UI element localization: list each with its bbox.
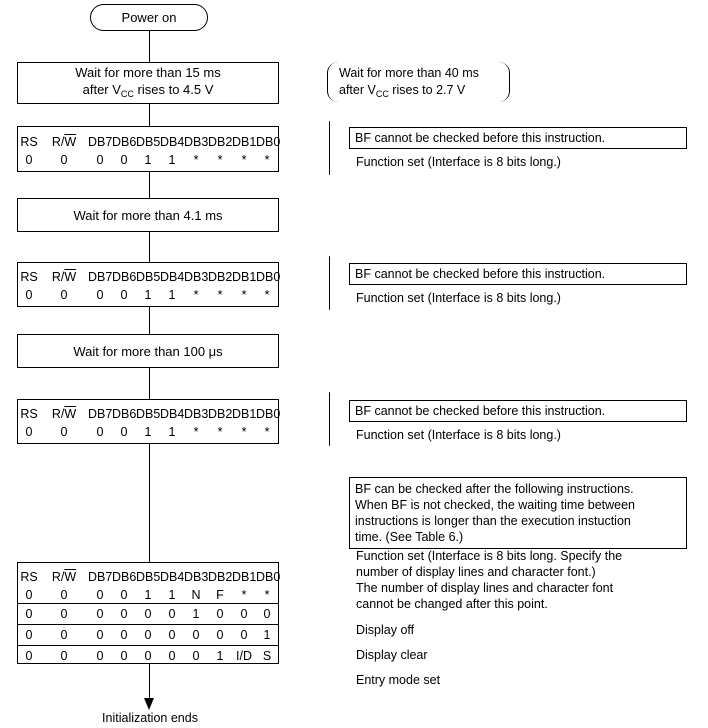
cell: S <box>256 646 278 667</box>
cell: 0 <box>184 625 208 646</box>
wait-100us-box <box>17 334 279 368</box>
cell: 1 <box>168 287 176 302</box>
header-db1: DB1 <box>232 407 257 421</box>
cell: F <box>216 587 224 602</box>
wait-4ms-box <box>17 198 279 232</box>
bracket <box>329 121 330 175</box>
header-rs: RS <box>20 570 38 584</box>
bf-note-1: BF cannot be checked before this instruction. <box>349 127 687 149</box>
cell: * <box>217 424 223 439</box>
wait-15ms-box <box>17 62 279 104</box>
cell: 1 <box>168 424 176 439</box>
header-db1: DB1 <box>232 135 257 149</box>
wait-15ms-line2: after $V_{CC}$ rises to 4.5 V <box>82 81 214 99</box>
header-db6: DB6 <box>112 570 137 584</box>
arrow-head <box>144 698 154 710</box>
cell: 0 <box>112 604 136 625</box>
cell: 1 <box>168 152 176 167</box>
header-rw: $R/\overline{W}$ <box>51 570 77 584</box>
cell: 0 <box>112 625 136 646</box>
table-row <box>18 586 278 604</box>
cell: 0 <box>136 604 160 625</box>
header-db3: DB3 <box>184 407 209 421</box>
cell: * <box>241 287 247 302</box>
cell: 0 <box>40 646 88 667</box>
wait-40ms-line1: Wait for more than 40 ms <box>339 66 479 80</box>
initialization-ends-label: Initialization ends <box>102 711 198 725</box>
header-rw: $R/\overline{W}$ <box>51 270 77 284</box>
cell: 0 <box>96 287 104 302</box>
wait-40ms-note <box>327 62 510 104</box>
table-row <box>18 604 278 625</box>
header-db3: DB3 <box>184 570 209 584</box>
cell: * <box>217 287 223 302</box>
header-db2: DB2 <box>208 270 233 284</box>
cell: 1 <box>184 604 208 625</box>
final-instruction-box <box>17 562 279 664</box>
header-db6: DB6 <box>112 135 137 149</box>
power-on-terminal <box>90 4 208 31</box>
cell: 0 <box>120 587 128 602</box>
cell: 0 <box>60 424 68 439</box>
register-table <box>18 568 281 667</box>
right-paren <box>499 62 510 102</box>
entry-mode-set-desc: Entry mode set <box>356 673 441 687</box>
cell: 0 <box>18 646 40 667</box>
cell: * <box>264 587 270 602</box>
cell: 1 <box>144 424 152 439</box>
header-db0: DB0 <box>256 570 281 584</box>
header-db0: DB0 <box>256 407 281 421</box>
cell: N <box>191 587 201 602</box>
flow-connector <box>149 232 150 262</box>
cell: 1 <box>144 152 152 167</box>
cell: 0 <box>208 625 232 646</box>
cell: * <box>241 587 247 602</box>
cell: * <box>264 287 270 302</box>
cell: 1 <box>144 587 152 602</box>
cell: 0 <box>96 587 104 602</box>
bf-check-note-line2: When BF is not checked, the waiting time between <box>355 498 636 512</box>
header-db7: DB7 <box>88 135 113 149</box>
header-db4: DB4 <box>160 570 185 584</box>
cell: 1 <box>168 587 176 602</box>
function-set-box-2 <box>17 262 279 307</box>
cell: * <box>264 424 270 439</box>
bf-check-note-line3: instructions is longer than the execution instuction <box>355 514 631 528</box>
header-rs: RS <box>20 270 38 284</box>
cell: 0 <box>18 625 40 646</box>
cell: 0 <box>25 424 33 439</box>
function-set-desc-2: Function set (Interface is 8 bits long.) <box>356 291 561 305</box>
cell: 1 <box>208 646 232 667</box>
cell: 0 <box>184 646 208 667</box>
flow-connector <box>149 172 150 198</box>
header-db1: DB1 <box>232 570 257 584</box>
cell: * <box>193 424 199 439</box>
power-on-label: Power on <box>121 10 177 25</box>
wait-100us-label: Wait for more than 100 μs <box>73 343 223 359</box>
cell: * <box>193 152 199 167</box>
header-rw: $R/\overline{W}$ <box>51 135 77 149</box>
cell: 0 <box>160 604 184 625</box>
flow-connector <box>149 31 150 62</box>
bf-check-note-line4: time. (See Table 6.) <box>355 530 464 544</box>
register-table <box>18 268 281 303</box>
cell: 0 <box>208 604 232 625</box>
header-db2: DB2 <box>208 570 233 584</box>
cell: 0 <box>60 287 68 302</box>
left-paren <box>327 62 338 102</box>
bf-check-note-line1: BF can be checked after the following instructions. <box>355 482 634 496</box>
cell: 0 <box>60 152 68 167</box>
cell: 0 <box>112 646 136 667</box>
cell: 0 <box>96 424 104 439</box>
display-off-desc: Display off <box>356 623 415 637</box>
header-db4: DB4 <box>160 407 185 421</box>
cell: * <box>264 152 270 167</box>
cell: 0 <box>88 625 112 646</box>
header-db1: DB1 <box>232 270 257 284</box>
cell: 0 <box>25 587 33 602</box>
header-db4: DB4 <box>160 270 185 284</box>
wait-4ms-label: Wait for more than 4.1 ms <box>73 207 223 223</box>
function-set-desc-1: Function set (Interface is 8 bits long.) <box>356 155 561 169</box>
header-db6: DB6 <box>112 407 137 421</box>
cell: 0 <box>40 604 88 625</box>
function-set-box-3 <box>17 399 279 444</box>
bf-note-3: BF cannot be checked before this instruction. <box>349 400 687 422</box>
cell: 0 <box>256 604 278 625</box>
cell: 1 <box>144 287 152 302</box>
flow-connector <box>149 104 150 126</box>
cell: * <box>241 424 247 439</box>
header-rs: RS <box>20 407 38 421</box>
cell: 0 <box>40 625 88 646</box>
flow-connector <box>149 368 150 399</box>
cell: 0 <box>160 625 184 646</box>
header-rs: RS <box>20 135 38 149</box>
header-db0: DB0 <box>256 135 281 149</box>
header-db5: DB5 <box>136 570 161 584</box>
cell: * <box>193 287 199 302</box>
header-rw: $R/\overline{W}$ <box>51 407 77 421</box>
cell: 0 <box>25 152 33 167</box>
register-table <box>18 133 281 168</box>
cell: 0 <box>60 587 68 602</box>
cell: 0 <box>136 625 160 646</box>
cell: 0 <box>96 152 104 167</box>
cell: 0 <box>232 625 256 646</box>
final-function-set-desc: Function set (Interface is 8 bits long. Specify the number of display lines and character font.) The number of display lines and character font cannot be changed after this point. <box>356 549 623 611</box>
header-db7: DB7 <box>88 270 113 284</box>
cell: * <box>217 152 223 167</box>
cell: 0 <box>120 424 128 439</box>
cell: 0 <box>88 646 112 667</box>
display-clear-desc: Display clear <box>356 648 428 662</box>
header-db7: DB7 <box>88 407 113 421</box>
header-db0: DB0 <box>256 270 281 284</box>
cell: 0 <box>25 287 33 302</box>
header-db4: DB4 <box>160 135 185 149</box>
header-db5: DB5 <box>136 407 161 421</box>
cell: 0 <box>18 604 40 625</box>
cell: 0 <box>232 604 256 625</box>
header-db7: DB7 <box>88 570 113 584</box>
header-db3: DB3 <box>184 135 209 149</box>
wait-40ms-line2: after $V_{CC}$ rises to 2.7 V <box>339 83 466 99</box>
bracket <box>329 392 330 446</box>
header-db5: DB5 <box>136 135 161 149</box>
table-row <box>18 646 278 667</box>
cell: I/D <box>232 646 256 667</box>
header-db5: DB5 <box>136 270 161 284</box>
bf-note-2: BF cannot be checked before this instruction. <box>349 263 687 285</box>
cell: 0 <box>88 604 112 625</box>
cell: 0 <box>160 646 184 667</box>
header-db3: DB3 <box>184 270 209 284</box>
function-set-box-1 <box>17 126 279 172</box>
flow-connector <box>149 307 150 334</box>
register-table <box>18 405 281 440</box>
cell: 0 <box>136 646 160 667</box>
flow-connector <box>149 664 150 700</box>
header-db2: DB2 <box>208 135 233 149</box>
table-row <box>18 625 278 646</box>
function-set-desc-3: Function set (Interface is 8 bits long.) <box>356 428 561 442</box>
bf-check-note <box>349 477 687 549</box>
cell: 0 <box>120 287 128 302</box>
bracket <box>329 256 330 310</box>
flow-connector <box>149 444 150 562</box>
cell: * <box>241 152 247 167</box>
cell: 1 <box>256 625 278 646</box>
header-db6: DB6 <box>112 270 137 284</box>
header-db2: DB2 <box>208 407 233 421</box>
wait-15ms-line1: Wait for more than 15 ms <box>75 64 221 80</box>
cell: 0 <box>120 152 128 167</box>
